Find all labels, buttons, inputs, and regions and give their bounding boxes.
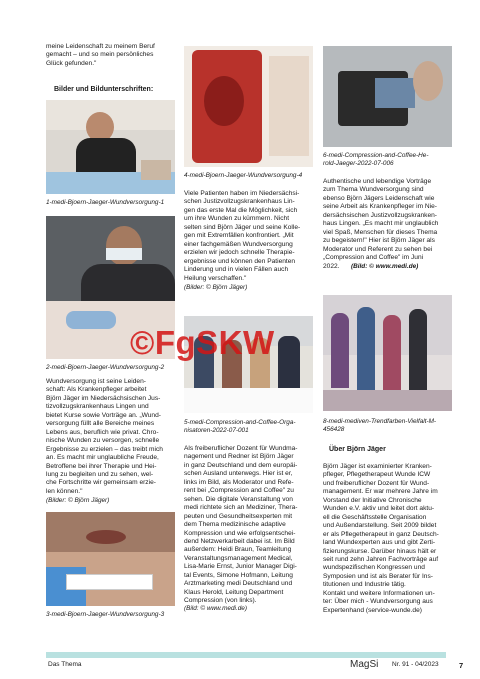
photo-credit-col1: (Bilder: © Björn Jäger) xyxy=(46,497,110,504)
photo-credit-col3: (Bild: © www.medi.de) xyxy=(351,263,419,270)
page-number: 7 xyxy=(459,661,464,670)
photo-credit-col2-2: (Bild: © www.medi.de) xyxy=(184,605,247,612)
footer-magazine: MagSi xyxy=(350,659,379,670)
caption-2: 2-medi-Bjoern-Jaeger-Wundversorgung-2 xyxy=(46,364,165,371)
caption-5: 5-medi-Compression-and-Coffee-Orga- nisatoren-2022-07-001 xyxy=(184,419,296,434)
caption-6: 6-medi-Compression-and-Coffee-He- rold-Jaeger-2022-07-006 xyxy=(323,152,429,167)
photo-credit-col2-1: (Bilder: © Björn Jäger) xyxy=(184,284,248,291)
caption-4: 4-medi-Bjoern-Jaeger-Wundversorgung-4 xyxy=(184,172,303,179)
footer-issue: Nr. 91 - 04/2023 xyxy=(392,661,439,668)
watermark-text: ©FgSKW xyxy=(130,324,275,361)
body-text-col2-1: Viele Patienten haben im Niedersächsi- schen Justizvollzugskrankenhaus Lin- gen das erste Mal die Möglichkeit, sich um ihre Wunden zu kümmern. Nicht selten sind Björn Jäger und seine Kolle- gen mit Extremfällen konfrontiert. „Mit einer fachgemäßen Wundversorgung erzielen wir jedoch schnelle Therapie- ergebnisse und können den Patienten Linderung und in vielen Fällen auch Heilung verschaffen." xyxy=(184,190,301,282)
photo-camera-presenter xyxy=(323,46,452,147)
body-text-col1: Wundversorgung ist seine Leiden- schaft: Als Krankenpfleger arbeitet Björn Jäger im Niedersächsischen Jus- tizvollzugskrankenhaus Lingen und bietet Kurse sowie Vorträge an. „Wund- versorgung füllt alle Bereiche meines Lebens aus, beruflich wie privat. Chro- nische Wunden zu versorgen, schnelle Ergebnisse zu erzielen – das treibt mich an. Es macht mir unglaubliche Freude, Betroffene bei ihrer Therapie und Hei- lung zu begleiten und zu sehen, wel- che Fortschritte wir gemeinsam erzie- len können." xyxy=(46,378,163,495)
intro-text: meine Leidenschaft zu meinem Beruf gemacht – und so mein persönliches Glück gefunden." xyxy=(46,43,155,67)
photo-wound-care-4 xyxy=(184,46,313,167)
section-heading: Bilder und Bildunterschriften: xyxy=(54,86,154,93)
photo-wound-care-1 xyxy=(46,100,175,194)
caption-8: 8-medi-mediven-Trendfarben-Vielfalt-M- 456428 xyxy=(323,418,437,433)
caption-1: 1-medi-Bjoern-Jaeger-Wundversorgung-1 xyxy=(46,199,165,206)
body-text-col3-2: Björn Jäger ist examinierter Kranken- pfleger, Pflegetherapeut Wunde ICW und freiberuflicher Dozent für Wund- management. Er war mehrere Jahre im Vorstand der Initiative Chronische Wunden e.V. aktiv und leitet dort aktu- ell die Geschäftsstelle Organisation und Außendarstellung. Seit 2009 bildet er als Pflegetherapeut in ganz Deutsch- land Wundexperten aus und gibt Zerti- fizierungskurse. Darüber hinaus hält er seit rund zehn Jahren Fachvorträge auf wundspezifischen Kongressen und Symposien und ist als Berater für Ins- titutionen und Industrie tätig. Kontakt und weitere Informationen un- ter: Über mich - Wundversorgung aus Expertenhand (service-wunde.de) xyxy=(323,463,439,614)
about-heading: Über Björn Jäger xyxy=(329,446,386,453)
body-text-col3-1: Authentische und lebendige Vorträge zum Thema Wundversorgung sind ebenso Björn Jägers Leidenschaft wie seine Arbeit als Krankenpfleger im Nie- dersächsischen Justizvollzugskranken- haus Lingen. „Es macht mir unglaublich viel Spaß, Menschen für dieses Thema zu begeistern!" Hier ist Björn Jäger als Moderator und Referent zu sehen bei „Compression and Coffee" im Juni 2022. xyxy=(323,178,439,270)
caption-3: 3-medi-Bjoern-Jaeger-Wundversorgung-3 xyxy=(46,611,165,618)
body-text-col2-2: Als freiberuflicher Dozent für Wundma- nagement und Redner ist Björn Jäger in ganz Deutschland und dem europäi- schen Ausland unterwegs. Hier ist er, links im Bild, als Moderator und Refe- rent bei „Compression and Coffee" zu sehen. Die digitale Veranstaltung von medi richtete sich an Mediziner, Thera- peuten und Gesundheitsexperten mit dem Thema medizinische adaptive Kompression und wie erfolgsentschei- dend Netzwerkarbeit dabei ist. Im Bild außerdem: Heidi Braun, Teamleitung Veranstaltungsmanagement Medical, Lisa-Marie Ernst, Junior Manager Digi- tal Events, Simone Hofmann, Leitung Arztmarketing medi Deutschland und Klaus Herold, Leitung Department Compression (von links). xyxy=(184,445,298,605)
footer-bar xyxy=(46,652,446,658)
photo-wound-care-3 xyxy=(46,512,175,606)
footer-section: Das Thema xyxy=(48,661,82,668)
page-footer xyxy=(0,649,480,679)
